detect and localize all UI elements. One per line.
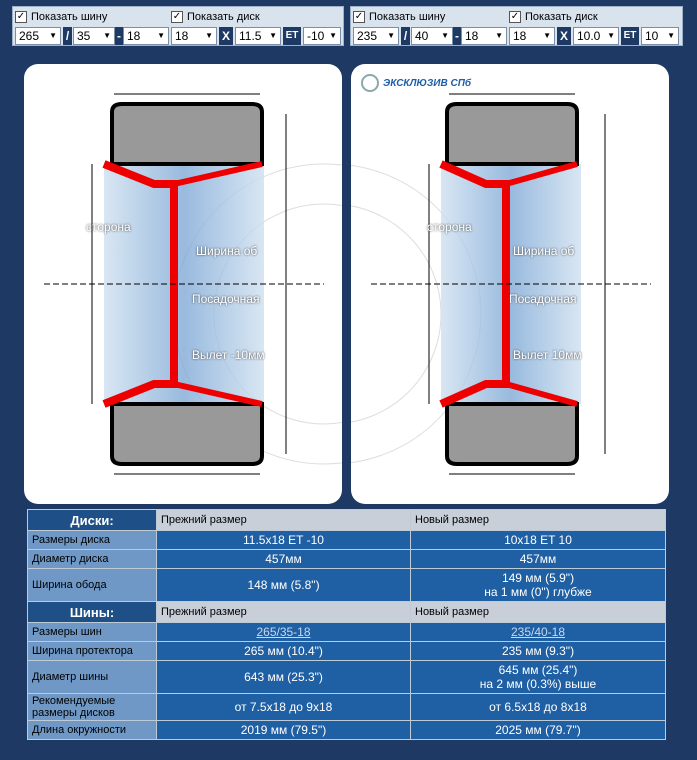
tires-header: Шины: [28, 602, 156, 622]
chevron-down-icon: ▼ [157, 31, 165, 40]
tire-rim-select-right[interactable]: 18 ▼ [461, 27, 507, 45]
checkbox-checked-icon: ✓ [510, 11, 520, 22]
chevron-down-icon: ▼ [269, 31, 277, 40]
row-label: Диаметр шины [28, 661, 156, 693]
chevron-down-icon: ▼ [329, 31, 337, 40]
controls-right [350, 6, 683, 46]
logo [361, 74, 471, 92]
show-disk-checkbox-left[interactable]: ✓ Показать диск [172, 11, 260, 23]
label-mount: Посадочная [509, 292, 577, 306]
old-value: 148 мм (5.8") [157, 569, 410, 601]
chevron-down-icon: ▼ [495, 31, 503, 40]
old-tire-size-link[interactable]: 265/35-18 [256, 625, 311, 639]
new-value: 2025 мм (79.7") [411, 721, 665, 739]
row-label: Диаметр диска [28, 550, 156, 568]
row-label: Размеры шин [28, 623, 156, 641]
label-offset: Вылет -10мм [192, 348, 265, 362]
separator-dash: - [455, 29, 459, 43]
label-mount: Посадочная [192, 292, 260, 306]
disk-width-select-left[interactable]: 11.5 ▼ [235, 27, 281, 45]
new-value: 149 мм (5.9") на 1 мм (0") глубже [411, 569, 665, 601]
disk-diameter-select-left[interactable]: 18 ▼ [171, 27, 217, 45]
old-value: от 7.5x18 до 9x18 [157, 694, 410, 720]
wheel-cross-section-right [351, 64, 669, 504]
new-value: 645 мм (25.4") на 2 мм (0.3%) выше [411, 661, 665, 693]
row-label: Длина окружности [28, 721, 156, 739]
chevron-down-icon: ▼ [607, 31, 615, 40]
old-value: 457мм [157, 550, 410, 568]
tire-rim-select-left[interactable]: 18 ▼ [123, 27, 169, 45]
chevron-down-icon: ▼ [103, 31, 111, 40]
separator-slash: / [63, 27, 72, 45]
chevron-down-icon: ▼ [205, 31, 213, 40]
disk-et-select-right[interactable]: 10 ▼ [641, 27, 679, 45]
disk-et-select-left[interactable]: -10 ▼ [303, 27, 341, 45]
tire-width-select-right[interactable]: 235 ▼ [353, 27, 399, 45]
old-value: 11.5x18 ET -10 [157, 531, 410, 549]
checkbox-checked-icon: ✓ [172, 11, 182, 22]
new-size-header: Новый размер [411, 602, 665, 622]
checkbox-checked-icon: ✓ [354, 11, 364, 22]
chevron-down-icon: ▼ [387, 31, 395, 40]
chevron-down-icon: ▼ [441, 31, 449, 40]
old-value: 265 мм (10.4") [157, 642, 410, 660]
label-side: сторона [427, 220, 472, 234]
tire-width-select-left[interactable]: 265 ▼ [15, 27, 61, 45]
separator-x: X [557, 27, 571, 45]
old-value [157, 623, 410, 641]
label-rim-width: Ширина об [513, 244, 575, 258]
et-label: ET [283, 27, 301, 45]
controls-left [12, 6, 344, 46]
new-value: 235 мм (9.3") [411, 642, 665, 660]
old-value: 643 мм (25.3") [157, 661, 410, 693]
row-label: Размеры диска [28, 531, 156, 549]
label-offset: Вылет 10мм [513, 348, 582, 362]
new-value: 457мм [411, 550, 665, 568]
old-value: 2019 мм (79.5") [157, 721, 410, 739]
old-size-header: Прежний размер [157, 602, 410, 622]
label-side: сторона [86, 220, 131, 234]
disk-diameter-select-right[interactable]: 18 ▼ [509, 27, 555, 45]
row-label: Ширина протектора [28, 642, 156, 660]
new-size-header: Новый размер [411, 510, 665, 530]
chevron-down-icon: ▼ [667, 31, 675, 40]
chevron-down-icon: ▼ [49, 31, 57, 40]
new-value: 10x18 ET 10 [411, 531, 665, 549]
disk-width-select-right[interactable]: 10.0 ▼ [573, 27, 619, 45]
wheel-diagram-left [24, 64, 342, 504]
label-rim-width: Ширина об [196, 244, 258, 258]
logo-icon [361, 74, 379, 92]
row-label: Рекомендуемые размеры дисков [28, 694, 156, 720]
disks-header: Диски: [28, 510, 156, 530]
tire-profile-select-left[interactable]: 35 ▼ [73, 27, 115, 45]
chevron-down-icon: ▼ [543, 31, 551, 40]
separator-x: X [219, 27, 233, 45]
new-tire-size-link[interactable]: 235/40-18 [510, 625, 566, 639]
et-label: ET [621, 27, 639, 45]
new-value [411, 623, 665, 641]
row-label: Ширина обода [28, 569, 156, 601]
wheel-cross-section-left [24, 64, 342, 504]
old-size-header: Прежний размер [157, 510, 410, 530]
tire-profile-select-right[interactable]: 40 ▼ [411, 27, 453, 45]
show-tire-checkbox-right[interactable]: ✓ Показать шину [354, 11, 446, 23]
show-disk-checkbox-right[interactable]: ✓ Показать диск [510, 11, 598, 23]
show-tire-checkbox-left[interactable]: ✓ Показать шину [16, 11, 108, 23]
comparison-table [27, 509, 666, 740]
new-value: от 6.5x18 до 8x18 [411, 694, 665, 720]
separator-slash: / [401, 27, 410, 45]
checkbox-checked-icon: ✓ [16, 11, 26, 22]
logo-text: ЭКСКЛЮЗИВ СПб [383, 77, 472, 89]
wheel-diagram-right [351, 64, 669, 504]
separator-dash: - [117, 29, 121, 43]
